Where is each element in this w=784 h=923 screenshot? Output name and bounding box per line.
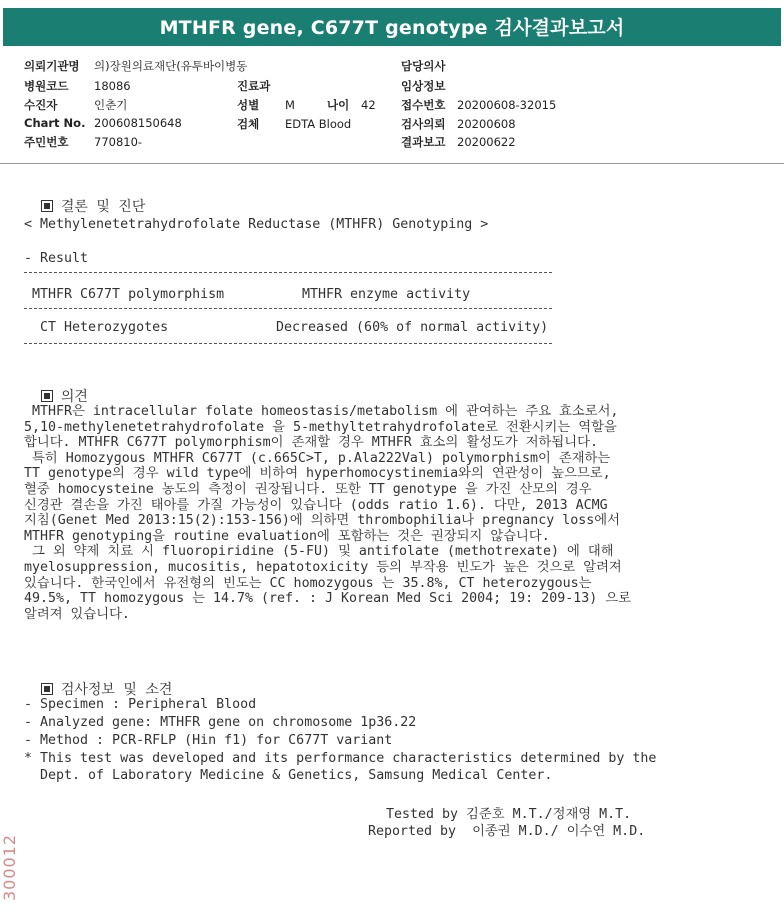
tested-by: Tested by 김준호 M.T./정재영 M.T.	[386, 807, 632, 822]
header-label: 진료과	[237, 79, 271, 93]
opinion-line: 알려져 있습니다.	[24, 606, 130, 622]
header-row-request-date	[401, 116, 516, 132]
header-label: 담당의사	[401, 59, 446, 73]
info-line-specimen: - Specimen : Peripheral Blood	[24, 697, 257, 712]
header-value: 18086	[94, 79, 131, 93]
square-bullet-icon	[41, 390, 53, 402]
section-title: 검사정보 및 소견	[60, 682, 173, 698]
info-line-department: Dept. of Laboratory Medicine & Genetics, Samsung Medical Center.	[24, 768, 553, 783]
opinion-line: 특히 Homozygous MTHFR C677T (c.665C>T, p.Ala222Val) polymorphism이 존재하는	[24, 450, 611, 466]
header-label: 주민번호	[24, 135, 69, 149]
vertical-stamp	[0, 828, 24, 908]
opinion-line: 혈중 homocysteine 농도의 측정이 권장됩니다. 또한 TT genotype 을 가진 산모의 경우	[24, 481, 592, 497]
header-label: 의뢰기관명	[24, 59, 80, 73]
header-row-resident-no	[24, 134, 142, 150]
section-title: 결론 및 진단	[60, 199, 146, 215]
header-row-chart-no	[24, 116, 182, 130]
header-label: 임상정보	[401, 79, 446, 93]
header-label-sex: 성별	[237, 98, 260, 112]
section-info-heading	[24, 663, 172, 699]
header-row-report-date	[401, 134, 516, 150]
header-value: 인춘기	[94, 98, 128, 112]
header-row-institution	[24, 58, 247, 74]
opinion-line: 그 외 약제 치료 시 fluoropiridine (5-FU) 및 antifolate (methotrexate) 에 대해	[24, 544, 614, 560]
info-line-disclaimer: * This test was developed and its performance characteristics determined by the	[24, 751, 657, 766]
header-label: 접수번호	[401, 98, 446, 112]
header-label-age: 나이	[327, 98, 350, 112]
header-row-specimen	[237, 116, 351, 132]
info-line-gene: - Analyzed gene: MTHFR gene on chromosome 1p36.22	[24, 715, 417, 730]
section-opinion-heading	[24, 370, 88, 406]
opinion-line: 있습니다. 한국인에서 유전형의 빈도는 CC homozygous 는 35.8%, CT heterozygous는	[24, 575, 592, 591]
header-value: 770810-	[94, 135, 143, 149]
header-label: 병원코드	[24, 79, 69, 93]
header-row-sex-age	[237, 97, 376, 113]
opinion-line: MTHFR genotyping을 routine evaluation에 포함하는 것은 권장되지 않습니다.	[24, 528, 550, 544]
info-line-method: - Method : PCR-RFLP (Hin f1) for C677T variant	[24, 733, 393, 748]
opinion-line: 지침(Genet Med 2013:15(2):153-156)에 의하면 thrombophilia나 pregnancy loss에서	[24, 513, 620, 529]
header-row-hospital-code	[24, 78, 131, 94]
header-value: 200608150648	[94, 116, 182, 130]
section-title: 의견	[60, 389, 88, 405]
header-label: 검체	[237, 117, 260, 131]
header-row-department	[237, 78, 270, 94]
header-value: 20200608-32015	[457, 98, 557, 112]
opinion-line: 합니다. MTHFR C677T polymorphism이 존재할 경우 MTHFR 효소의 활성도가 저하됩니다.	[24, 435, 598, 451]
header-row-receipt-no	[401, 97, 556, 113]
header-value-sex: M	[285, 98, 295, 112]
result-value-genotype: CT Heterozygotes	[40, 320, 169, 335]
header-value: 20200608	[457, 117, 516, 131]
header-label: 검사의뢰	[401, 117, 446, 131]
result-value-activity: Decreased (60% of normal activity)	[276, 320, 549, 335]
opinion-line: TT genotype의 경우 wild type에 비하여 hyperhomocystinemia와의 연관성이 높으므로,	[24, 466, 611, 482]
square-bullet-icon	[41, 200, 53, 212]
header-value-age: 42	[361, 98, 376, 112]
header-label: 수진자	[24, 98, 58, 112]
report-title: MTHFR gene, C677T genotype 검사결과보고서	[3, 8, 781, 46]
opinion-line: MTHFR은 intracellular folate homeostasis/metabolism 에 관여하는 주요 효소로서,	[24, 404, 619, 419]
opinion-line: 신경관 결손을 가진 태아를 가질 가능성이 있습니다 (odds ratio 1.6). 다만, 2013 ACMG	[24, 497, 608, 513]
stamp-number: 300012	[0, 833, 20, 902]
opinion-line: myelosuppression, mucositis, hepatotoxicity 등의 부작용 빈도가 높은 것으로 알려져	[24, 559, 622, 575]
result-header-enzyme: MTHFR enzyme activity	[302, 287, 471, 302]
opinion-text	[24, 404, 744, 622]
result-label: - Result	[24, 251, 89, 266]
header-value: EDTA Blood	[285, 117, 352, 131]
opinion-line: 49.5%, TT homozygous 는 14.7% (ref. : J Korean Med Sci 2004; 19: 209-13) 으로	[24, 591, 631, 607]
header-row-doctor	[401, 58, 457, 74]
square-bullet-icon	[41, 683, 53, 695]
genotyping-title: < Methylenetetrahydrofolate Reductase (MTHFR) Genotyping >	[24, 217, 489, 232]
result-table-top-rule	[24, 272, 552, 273]
header-row-clinical-info	[401, 78, 457, 94]
header-label: Chart No.	[24, 116, 86, 130]
result-header-polymorphism: MTHFR C677T polymorphism	[32, 287, 225, 302]
result-table-bottom-rule	[24, 343, 552, 344]
header-label: 결과보고	[401, 135, 446, 149]
header-row-patient	[24, 97, 127, 113]
header-divider	[0, 163, 784, 164]
header-value: 의)장원의료재단(유투바이병동	[94, 59, 248, 73]
opinion-line: 5,10-methylenetetrahydrofolate 을 5-methyltetrahydrofolate로 전환시키는 역할을	[24, 419, 617, 435]
header-value: 20200622	[457, 135, 516, 149]
result-table-mid-rule	[24, 308, 552, 309]
section-conclusion-heading	[24, 180, 145, 216]
reported-by: Reported by 이종권 M.D./ 이수연 M.D.	[368, 824, 646, 839]
